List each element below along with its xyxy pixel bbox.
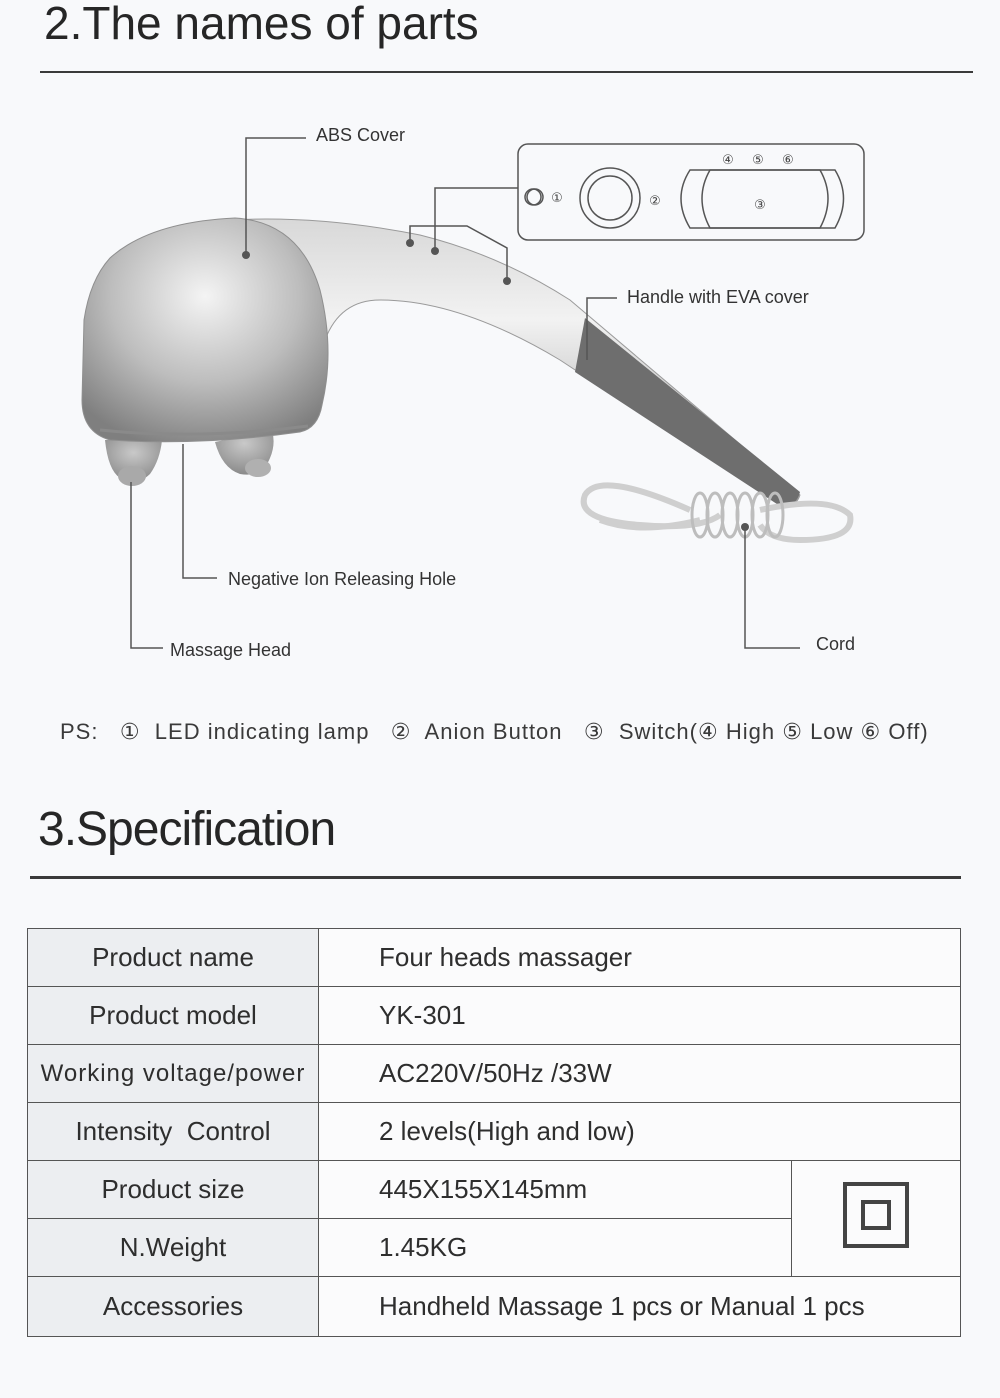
section-title-specification: 3.Specification (38, 803, 336, 856)
marker-4: ④ (722, 153, 734, 168)
spec-value: YK-301 (319, 987, 961, 1045)
marker-1: ① (551, 191, 563, 206)
spec-label: Intensity Control (28, 1103, 319, 1161)
table-row (28, 987, 961, 1045)
table-row (28, 929, 961, 987)
class-ii-double-insulation-icon (843, 1182, 909, 1248)
section-divider (30, 876, 961, 879)
legend-off: Off) (888, 719, 929, 744)
marker-6: ⑥ (782, 153, 794, 168)
spec-value: Handheld Massage 1 pcs or Manual 1 pcs (319, 1277, 961, 1337)
symbol-cell (792, 1161, 961, 1277)
table-row (28, 1103, 961, 1161)
marker-5: ⑤ (752, 153, 764, 168)
spec-label: Accessories (28, 1277, 319, 1337)
callout-handle-eva: Handle with EVA cover (627, 287, 809, 307)
spec-label: N.Weight (28, 1219, 319, 1277)
callout-abs-cover: ABS Cover (316, 125, 406, 145)
section-title-parts: 2.The names of parts (44, 0, 479, 49)
marker-3: ③ (754, 198, 766, 213)
spec-value: Four heads massager (319, 929, 961, 987)
table-row (28, 1161, 961, 1219)
spec-table (27, 928, 961, 1337)
legend-marker-5: ⑤ (782, 719, 803, 744)
spec-label: Product size (28, 1161, 319, 1219)
spec-value: 2 levels(High and low) (319, 1103, 961, 1161)
legend-marker-2: ② (390, 719, 412, 744)
legend-marker-3: ③ (583, 719, 605, 744)
legend-switch: Switch( (618, 719, 698, 744)
callout-massage-head: Massage Head (170, 640, 292, 660)
ps-legend (60, 719, 929, 745)
callout-cord: Cord (816, 634, 856, 654)
marker-2: ② (649, 194, 661, 209)
legend-marker-1: ① (119, 719, 141, 744)
table-row (28, 1277, 961, 1337)
legend-low: Low (810, 719, 854, 744)
spec-value: 445X155X145mm (319, 1161, 792, 1219)
legend-anion-button: Anion Button (424, 719, 563, 744)
spec-label: Product model (28, 987, 319, 1045)
callout-ion-hole: Negative Ion Releasing Hole (228, 569, 457, 589)
spec-label: Product name (28, 929, 319, 987)
spec-label: Working voltage/power (28, 1045, 319, 1103)
legend-high: High (725, 719, 776, 744)
spec-value: 1.45KG (319, 1219, 792, 1277)
legend-marker-4: ④ (697, 719, 719, 744)
legend-marker-6: ⑥ (860, 719, 882, 744)
legend-led-lamp: LED indicating lamp (154, 719, 370, 744)
ps-prefix: PS: (60, 719, 99, 744)
spec-value: AC220V/50Hz /33W (319, 1045, 961, 1103)
control-panel-diagram (518, 144, 864, 240)
table-row (28, 1045, 961, 1103)
